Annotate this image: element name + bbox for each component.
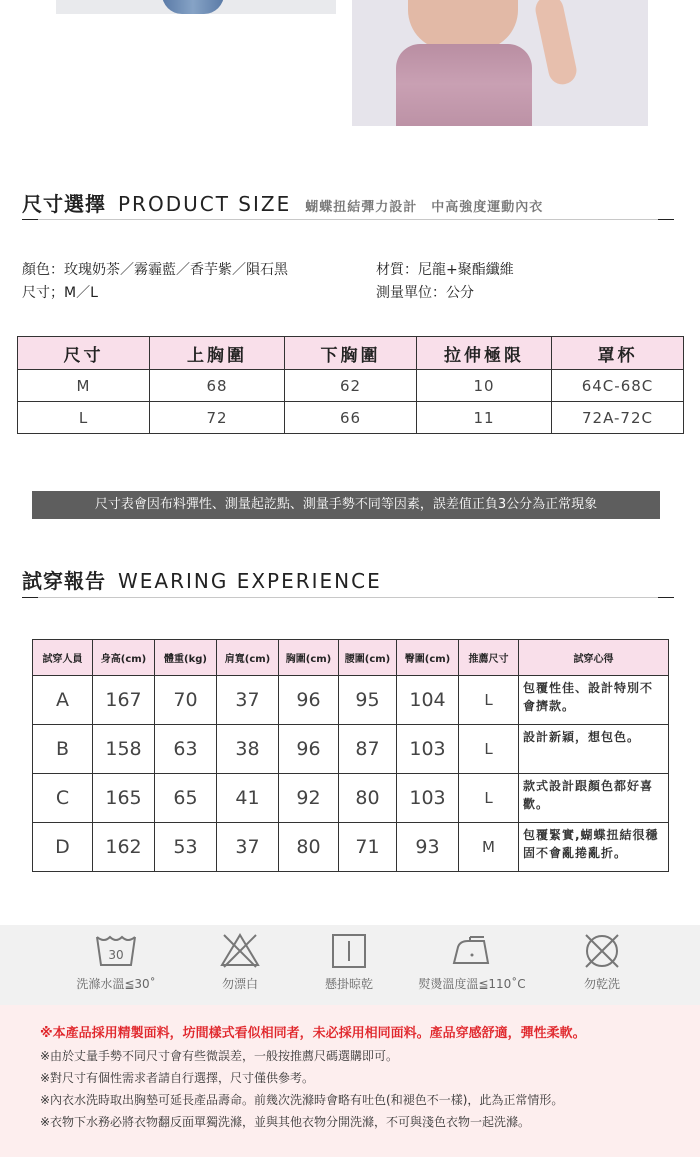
table-cell: 158 [93, 725, 155, 774]
table-cell: 53 [155, 823, 217, 872]
table-cell: 103 [397, 774, 459, 823]
color-info: 顏色：玫瑰奶茶／霧霾藍／香芋紫／隕石黑 [22, 262, 288, 278]
table-row [18, 402, 684, 434]
size-info: 尺寸；M／L [22, 285, 98, 301]
notes-highlight: ※本產品採用精製面料，坊間樣式看似相同者，未必採用相同面料。產品穿感舒適，彈性柔軟。 [40, 1026, 586, 1041]
notes-line: ※內衣水洗時取出胸墊可延長產品壽命。前幾次洗滌時會略有吐色(和褪色不一樣)，此為正常情形。 [40, 1093, 564, 1107]
comment-cell: 設計新穎，想包色。 [519, 725, 669, 774]
table-cell: 65 [155, 774, 217, 823]
table-cell: 80 [339, 774, 397, 823]
table-cell: 167 [93, 676, 155, 725]
wash-temp-text: 30 [108, 948, 124, 962]
table-cell: 37 [217, 823, 279, 872]
product-notes [0, 1005, 700, 1157]
comment-cell: 包覆緊實,蝴蝶扭結很穩固不會亂捲亂折。 [519, 823, 669, 872]
care-item-no-dry-clean [542, 931, 662, 992]
care-item-no-bleach [180, 931, 300, 992]
table-cell: L [459, 676, 519, 725]
care-label: 勿乾洗 [583, 977, 620, 991]
wash-30-icon [94, 931, 138, 971]
wearing-header-cell: 身高(cm) [93, 640, 155, 676]
size-header-cell: 下胸圍 [285, 337, 417, 370]
table-cell: 80 [279, 823, 339, 872]
table-cell: 11 [417, 402, 552, 434]
wearing-section-header [22, 565, 382, 594]
wearing-header-cell: 體重(kg) [155, 640, 217, 676]
product-photo-left [56, 0, 336, 14]
care-item-hang-dry [289, 931, 409, 992]
size-divider [22, 219, 674, 220]
table-row [33, 676, 669, 725]
table-cell: 92 [279, 774, 339, 823]
size-section-header [22, 188, 543, 217]
table-cell: M [18, 370, 150, 402]
wearing-header-row [33, 640, 669, 676]
notes-line: ※由於丈量手勢不同尺寸會有些微誤差，一般按推薦尺碼選購即可。 [40, 1049, 399, 1063]
wearing-header-cell: 試穿人員 [33, 640, 93, 676]
table-cell: 10 [417, 370, 552, 402]
iron-icon [450, 931, 494, 971]
table-cell: 96 [279, 676, 339, 725]
table-cell: C [33, 774, 93, 823]
table-cell: 72A-72C [552, 402, 684, 434]
size-notice-banner: 尺寸表會因布料彈性、測量起訖點、測量手勢不同等因素，誤差值正負3公分為正常現象 [32, 491, 660, 519]
size-title-en: PRODUCT SIZE [118, 192, 292, 216]
care-item-iron [412, 931, 532, 992]
table-row [33, 725, 669, 774]
size-header-cell: 上胸圍 [150, 337, 285, 370]
table-cell: L [459, 725, 519, 774]
wearing-title-en: WEARING EXPERIENCE [118, 569, 382, 593]
table-cell: 93 [397, 823, 459, 872]
table-cell: 41 [217, 774, 279, 823]
wearing-header-cell: 試穿心得 [519, 640, 669, 676]
table-row [33, 774, 669, 823]
wearing-title-zh: 試穿報告 [22, 569, 106, 593]
unit-info: 測量單位：公分 [376, 285, 474, 301]
care-label: 懸掛晾乾 [324, 977, 373, 991]
notes-line: ※衣物下水務必將衣物翻反面單獨洗滌，並與其他衣物分開洗滌，不可與淺色衣物一起洗滌。 [40, 1115, 531, 1129]
size-table-header-row [18, 337, 684, 370]
table-cell: 72 [150, 402, 285, 434]
wearing-header-cell: 推薦尺寸 [459, 640, 519, 676]
comment-cell: 款式設計跟顏色都好喜歡。 [519, 774, 669, 823]
size-table [17, 336, 684, 434]
table-cell: D [33, 823, 93, 872]
table-cell: 66 [285, 402, 417, 434]
table-cell: 70 [155, 676, 217, 725]
care-label: 洗滌水溫≦30˚ [76, 977, 156, 991]
wearing-header-cell: 肩寬(cm) [217, 640, 279, 676]
care-item-wash [56, 931, 176, 992]
care-instructions [0, 925, 700, 1005]
size-info-left [22, 259, 288, 305]
table-cell: 38 [217, 725, 279, 774]
table-cell: 37 [217, 676, 279, 725]
comment-cell: 包覆性佳、設計特別不會擠款。 [519, 676, 669, 725]
care-label: 勿漂白 [221, 977, 258, 991]
table-cell: 96 [279, 725, 339, 774]
table-cell: 104 [397, 676, 459, 725]
no-bleach-icon [218, 931, 262, 971]
table-cell: 62 [285, 370, 417, 402]
table-cell: 165 [93, 774, 155, 823]
size-subtitle: 蝴蝶扭結彈力設計 中高強度運動內衣 [305, 200, 544, 215]
size-header-cell: 尺寸 [18, 337, 150, 370]
table-cell: 71 [339, 823, 397, 872]
table-cell: 95 [339, 676, 397, 725]
product-photo-right [352, 0, 648, 126]
table-cell: 64C-68C [552, 370, 684, 402]
table-row [18, 370, 684, 402]
table-cell: 103 [397, 725, 459, 774]
care-label: 熨燙溫度溫≦110˚C [418, 977, 526, 991]
table-cell: A [33, 676, 93, 725]
table-cell: B [33, 725, 93, 774]
wearing-divider [22, 597, 674, 598]
no-tumble-dry-icon [580, 931, 624, 971]
size-info-right [376, 259, 514, 305]
table-row [33, 823, 669, 872]
wearing-header-cell: 腰圍(cm) [339, 640, 397, 676]
table-cell: 87 [339, 725, 397, 774]
hang-dry-icon [327, 931, 371, 971]
wearing-header-cell: 臀圍(cm) [397, 640, 459, 676]
notes-line: ※對尺寸有個性需求者請自行選擇，尺寸僅供參考。 [40, 1071, 315, 1085]
table-cell: 68 [150, 370, 285, 402]
size-header-cell: 拉伸極限 [417, 337, 552, 370]
size-title-zh: 尺寸選擇 [22, 192, 106, 216]
table-cell: 162 [93, 823, 155, 872]
table-cell: L [459, 774, 519, 823]
table-cell: M [459, 823, 519, 872]
table-cell: 63 [155, 725, 217, 774]
material-info: 材質：尼龍+聚酯纖維 [376, 262, 514, 278]
size-header-cell: 罩杯 [552, 337, 684, 370]
wearing-table [32, 639, 669, 872]
wearing-header-cell: 胸圍(cm) [279, 640, 339, 676]
table-cell: L [18, 402, 150, 434]
